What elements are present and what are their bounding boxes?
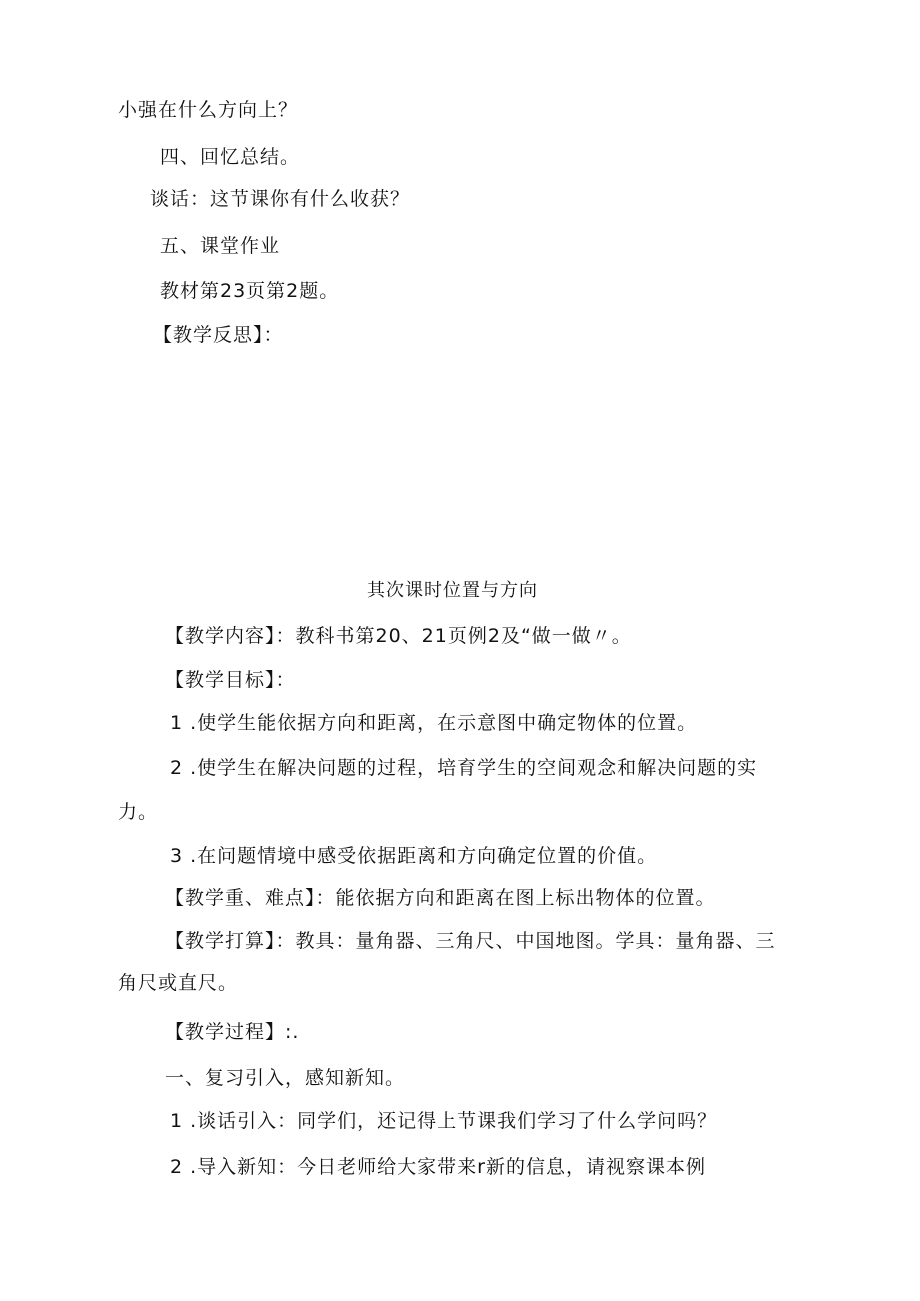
text-line: 教材第23页第2题。: [160, 280, 340, 302]
lesson-title: 其次课时位置与方向: [367, 580, 538, 601]
text-line: 谈话：这节课你有什么收获？: [150, 188, 411, 210]
goal-item-continuation: 力。: [118, 801, 159, 823]
goal-item: 1 .使学生能依据方向和距离，在示意图中确定物体的位置。: [170, 712, 698, 734]
key-points: 【教学重、难点】：能依据方向和距离在图上标出物体的位置。: [165, 887, 716, 909]
goal-item: 2 .使学生在解决问题的过程，培育学生的空间观念和解决问题的实: [170, 757, 758, 779]
teaching-prep-continuation: 角尺或直尺。: [118, 972, 239, 994]
teaching-content: 【教学内容】：教科书第20、21页例2及“做一做〃。: [165, 625, 632, 647]
process-heading: 【教学过程】:.: [165, 1021, 300, 1043]
text-line: 小强在什么方向上？: [118, 99, 299, 121]
process-substep: 2 .导入新知：今日老师给大家带来r新的信息，请视察课本例: [170, 1156, 706, 1178]
process-step: 一、复习引入，感知新知。: [165, 1067, 406, 1089]
process-substep: 1 .谈话引入：同学们，还记得上节课我们学习了什么学问吗？: [170, 1110, 718, 1132]
goals-heading: 【教学目标】：: [165, 669, 296, 691]
reflection-heading: 【教学反思】：: [153, 324, 284, 346]
goal-item: 3 .在问题情境中感受依据距离和方向确定位置的价值。: [170, 845, 658, 867]
teaching-prep: 【教学打算】：教具：量角器、三角尺、中国地图。学具：量角器、三: [165, 930, 776, 952]
section-heading: 四、回忆总结。: [160, 146, 301, 168]
section-heading: 五、课堂作业: [160, 235, 281, 257]
